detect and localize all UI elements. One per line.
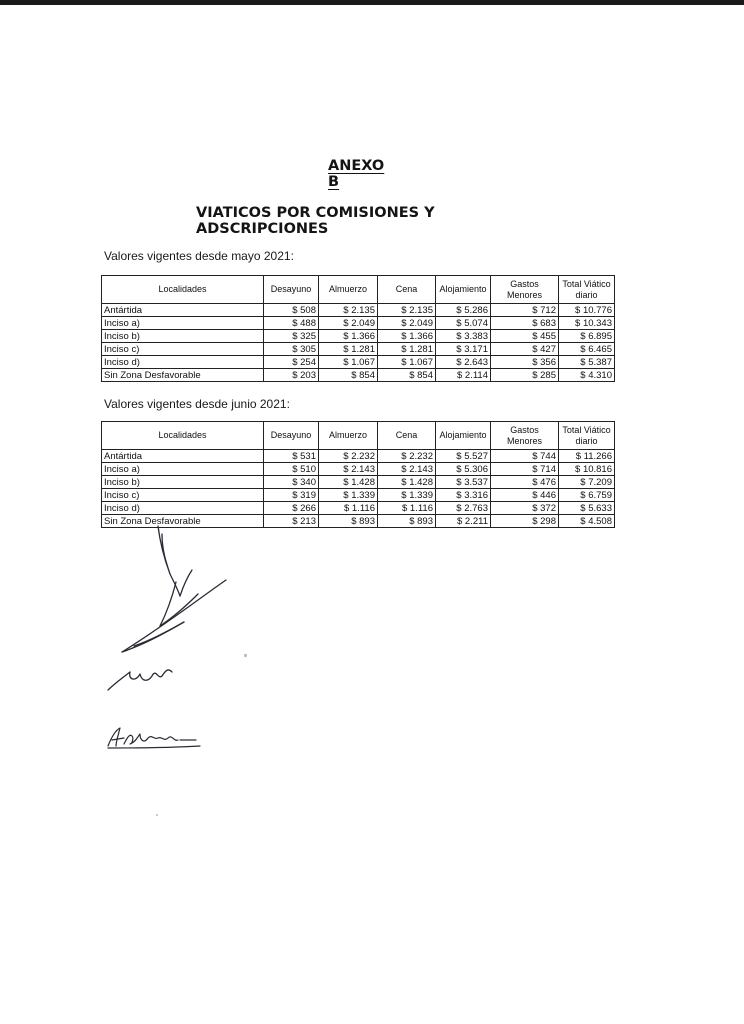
cell-gastos-menores: $ 356 bbox=[491, 356, 559, 369]
header-localidades: Localidades bbox=[102, 276, 264, 304]
table-header-row bbox=[102, 422, 615, 450]
cell-cena: $ 2.232 bbox=[378, 450, 436, 463]
section-label-june: Valores vigentes desde junio 2021: bbox=[104, 397, 290, 411]
table-header-row bbox=[102, 276, 615, 304]
cell-cena: $ 1.116 bbox=[378, 502, 436, 515]
table-row bbox=[102, 476, 615, 489]
cell-gastos-menores: $ 455 bbox=[491, 330, 559, 343]
header-alojamiento: Alojamiento bbox=[436, 422, 491, 450]
cell-gastos-menores: $ 744 bbox=[491, 450, 559, 463]
cell-desayuno: $ 488 bbox=[264, 317, 319, 330]
table-row bbox=[102, 463, 615, 476]
cell-alojamiento: $ 3.316 bbox=[436, 489, 491, 502]
cell-gastos-menores: $ 446 bbox=[491, 489, 559, 502]
table-row bbox=[102, 330, 615, 343]
table-row bbox=[102, 317, 615, 330]
header-gastos-menores: Gastos Menores bbox=[491, 422, 559, 450]
cell-alojamiento: $ 5.306 bbox=[436, 463, 491, 476]
cell-almuerzo: $ 1.339 bbox=[319, 489, 378, 502]
cell-localidad: Inciso b) bbox=[102, 476, 264, 489]
cell-total-viatico: $ 4.508 bbox=[559, 515, 615, 528]
cell-total-viatico: $ 6.759 bbox=[559, 489, 615, 502]
rates-table-june bbox=[101, 421, 615, 528]
header-cena: Cena bbox=[378, 276, 436, 304]
document-title: VIATICOS POR COMISIONES Y ADSCRIPCIONES bbox=[196, 205, 435, 237]
cell-total-viatico: $ 6.895 bbox=[559, 330, 615, 343]
cell-gastos-menores: $ 298 bbox=[491, 515, 559, 528]
scan-speck bbox=[156, 814, 158, 816]
cell-cena: $ 1.067 bbox=[378, 356, 436, 369]
cell-cena: $ 2.143 bbox=[378, 463, 436, 476]
cell-localidad: Sin Zona Desfavorable bbox=[102, 515, 264, 528]
cell-desayuno: $ 203 bbox=[264, 369, 319, 382]
cell-cena: $ 2.135 bbox=[378, 304, 436, 317]
cell-cena: $ 1.339 bbox=[378, 489, 436, 502]
scan-speck bbox=[244, 654, 247, 657]
cell-alojamiento: $ 5.527 bbox=[436, 450, 491, 463]
cell-desayuno: $ 531 bbox=[264, 450, 319, 463]
cell-alojamiento: $ 3.537 bbox=[436, 476, 491, 489]
cell-localidad: Inciso c) bbox=[102, 343, 264, 356]
cell-gastos-menores: $ 714 bbox=[491, 463, 559, 476]
header-desayuno: Desayuno bbox=[264, 422, 319, 450]
cell-almuerzo: $ 1.428 bbox=[319, 476, 378, 489]
header-gastos-menores: Gastos Menores bbox=[491, 276, 559, 304]
header-localidades: Localidades bbox=[102, 422, 264, 450]
cell-total-viatico: $ 5.387 bbox=[559, 356, 615, 369]
cell-localidad: Inciso d) bbox=[102, 502, 264, 515]
cell-alojamiento: $ 2.211 bbox=[436, 515, 491, 528]
cell-desayuno: $ 213 bbox=[264, 515, 319, 528]
cell-alojamiento: $ 3.171 bbox=[436, 343, 491, 356]
cell-desayuno: $ 340 bbox=[264, 476, 319, 489]
cell-total-viatico: $ 10.776 bbox=[559, 304, 615, 317]
cell-localidad: Inciso b) bbox=[102, 330, 264, 343]
header-alojamiento: Alojamiento bbox=[436, 276, 491, 304]
cell-alojamiento: $ 2.643 bbox=[436, 356, 491, 369]
cell-desayuno: $ 325 bbox=[264, 330, 319, 343]
cell-alojamiento: $ 2.114 bbox=[436, 369, 491, 382]
cell-gastos-menores: $ 372 bbox=[491, 502, 559, 515]
table-row bbox=[102, 369, 615, 382]
cell-total-viatico: $ 11.266 bbox=[559, 450, 615, 463]
cell-cena: $ 854 bbox=[378, 369, 436, 382]
cell-almuerzo: $ 854 bbox=[319, 369, 378, 382]
table-row bbox=[102, 304, 615, 317]
annex-title: ANEXO B bbox=[328, 158, 385, 190]
cell-cena: $ 893 bbox=[378, 515, 436, 528]
cell-alojamiento: $ 3.383 bbox=[436, 330, 491, 343]
cell-alojamiento: $ 5.286 bbox=[436, 304, 491, 317]
cell-localidad: Inciso c) bbox=[102, 489, 264, 502]
cell-gastos-menores: $ 683 bbox=[491, 317, 559, 330]
cell-alojamiento: $ 5.074 bbox=[436, 317, 491, 330]
cell-almuerzo: $ 2.049 bbox=[319, 317, 378, 330]
cell-localidad: Inciso a) bbox=[102, 463, 264, 476]
cell-total-viatico: $ 10.343 bbox=[559, 317, 615, 330]
cell-cena: $ 2.049 bbox=[378, 317, 436, 330]
cell-localidad: Antártida bbox=[102, 304, 264, 317]
cell-almuerzo: $ 2.232 bbox=[319, 450, 378, 463]
cell-localidad: Inciso d) bbox=[102, 356, 264, 369]
cell-desayuno: $ 254 bbox=[264, 356, 319, 369]
cell-almuerzo: $ 2.143 bbox=[319, 463, 378, 476]
cell-almuerzo: $ 1.281 bbox=[319, 343, 378, 356]
cell-desayuno: $ 508 bbox=[264, 304, 319, 317]
scan-top-edge bbox=[0, 0, 744, 5]
table-row bbox=[102, 489, 615, 502]
header-desayuno: Desayuno bbox=[264, 276, 319, 304]
cell-cena: $ 1.281 bbox=[378, 343, 436, 356]
cell-gastos-menores: $ 476 bbox=[491, 476, 559, 489]
cell-localidad: Antártida bbox=[102, 450, 264, 463]
cell-gastos-menores: $ 285 bbox=[491, 369, 559, 382]
table-row bbox=[102, 343, 615, 356]
cell-total-viatico: $ 7.209 bbox=[559, 476, 615, 489]
cell-localidad: Sin Zona Desfavorable bbox=[102, 369, 264, 382]
section-label-may: Valores vigentes desde mayo 2021: bbox=[104, 249, 294, 263]
header-almuerzo: Almuerzo bbox=[319, 276, 378, 304]
table-row bbox=[102, 356, 615, 369]
cell-almuerzo: $ 2.135 bbox=[319, 304, 378, 317]
cell-total-viatico: $ 5.633 bbox=[559, 502, 615, 515]
cell-cena: $ 1.428 bbox=[378, 476, 436, 489]
cell-almuerzo: $ 1.067 bbox=[319, 356, 378, 369]
cell-almuerzo: $ 893 bbox=[319, 515, 378, 528]
cell-cena: $ 1.366 bbox=[378, 330, 436, 343]
table-row bbox=[102, 450, 615, 463]
header-total-viatico: Total Viático diario bbox=[559, 276, 615, 304]
cell-total-viatico: $ 6.465 bbox=[559, 343, 615, 356]
cell-desayuno: $ 305 bbox=[264, 343, 319, 356]
cell-localidad: Inciso a) bbox=[102, 317, 264, 330]
cell-almuerzo: $ 1.116 bbox=[319, 502, 378, 515]
cell-desayuno: $ 319 bbox=[264, 489, 319, 502]
header-almuerzo: Almuerzo bbox=[319, 422, 378, 450]
cell-total-viatico: $ 10.816 bbox=[559, 463, 615, 476]
cell-total-viatico: $ 4.310 bbox=[559, 369, 615, 382]
cell-gastos-menores: $ 712 bbox=[491, 304, 559, 317]
cell-desayuno: $ 510 bbox=[264, 463, 319, 476]
cell-desayuno: $ 266 bbox=[264, 502, 319, 515]
signature-secondary bbox=[104, 724, 204, 752]
cell-gastos-menores: $ 427 bbox=[491, 343, 559, 356]
cell-alojamiento: $ 2.763 bbox=[436, 502, 491, 515]
cell-almuerzo: $ 1.366 bbox=[319, 330, 378, 343]
table-row bbox=[102, 502, 615, 515]
rates-table-may bbox=[101, 275, 615, 382]
header-cena: Cena bbox=[378, 422, 436, 450]
signature-main bbox=[100, 522, 240, 702]
header-total-viatico: Total Viático diario bbox=[559, 422, 615, 450]
